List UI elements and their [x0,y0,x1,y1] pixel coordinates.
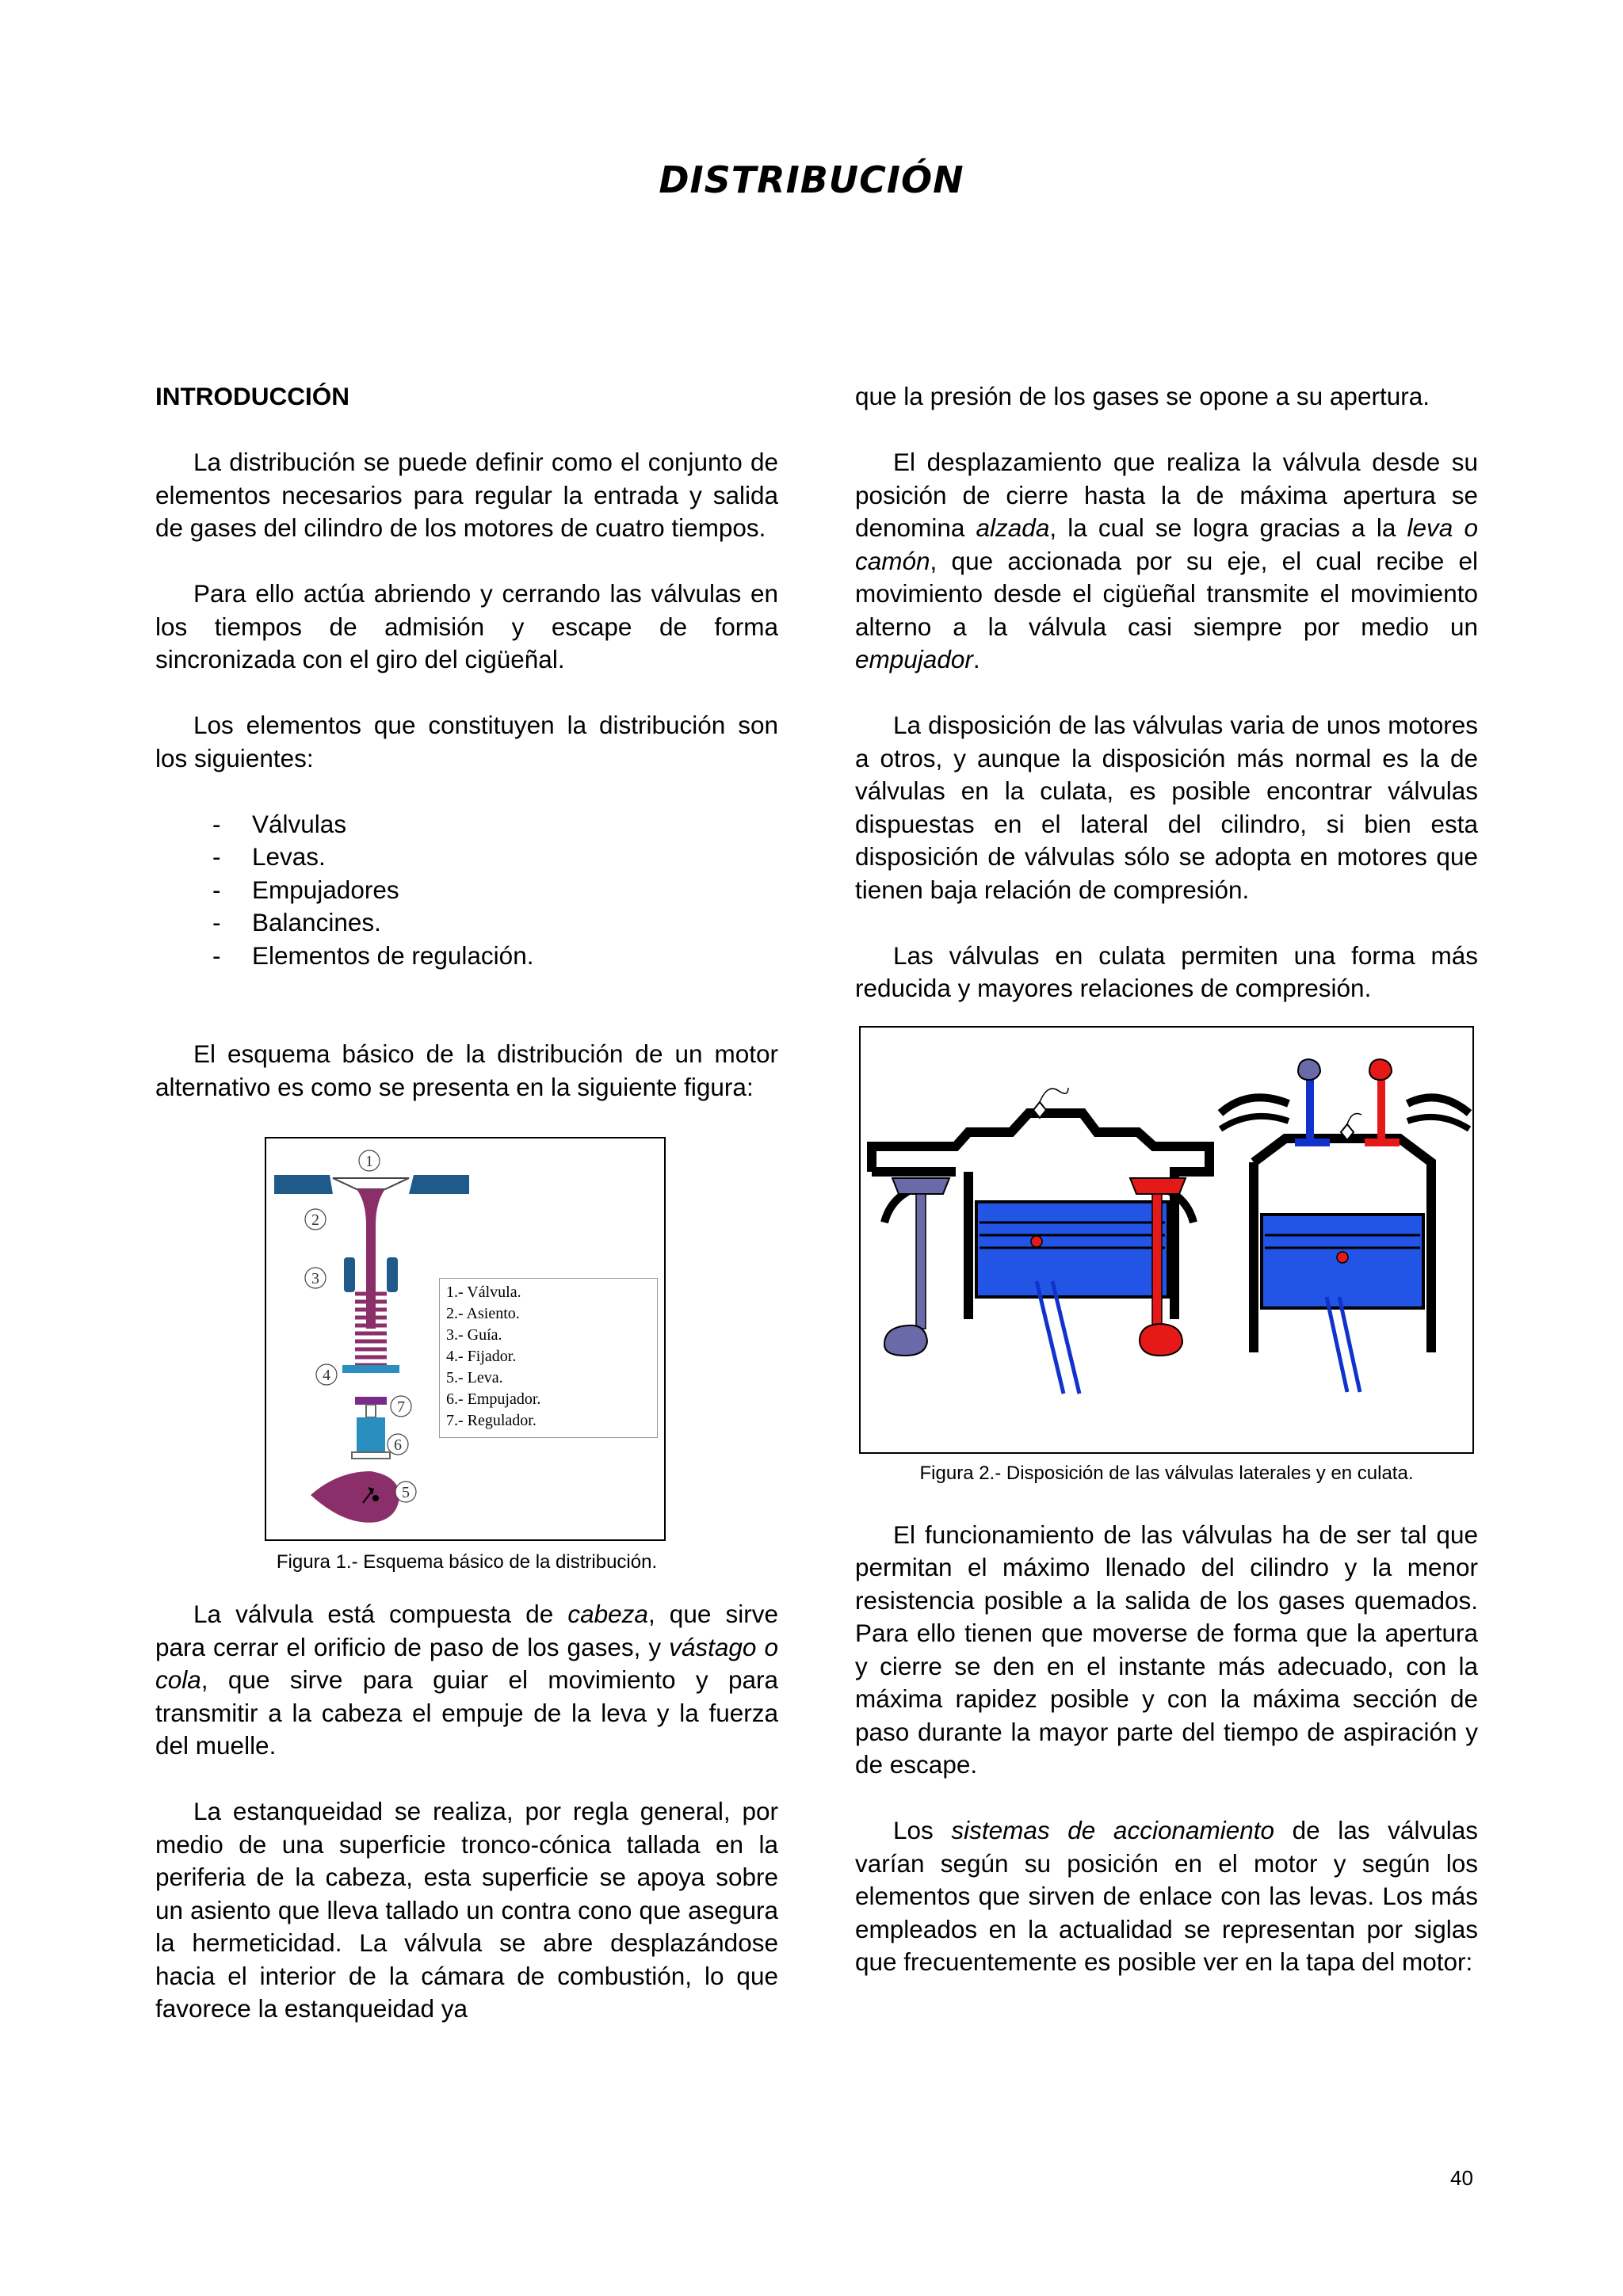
figure-1-legend [439,1278,658,1438]
operation-paragraph: El funcionamiento de las válvulas ha de ser tal que permitan el máximo llenado del cilindro y la menor resistencia posible a la salida de los gases quemados. Para ello tienen que moverse de forma que la apertura y cierre se den en el instante más adecuado, con la máxima rapidez posible y con la máxima sección de paso durante la mayor parte del tiempo de aspiración y de escape. [855,1520,1478,1779]
emphasis: empujador [855,645,973,673]
spark-plug-wire [1040,1088,1068,1102]
lift-paragraph [855,446,1478,677]
list-item: - Elementos de regulación. [212,940,778,973]
ohv-connecting-rod [1327,1297,1360,1392]
text-span: , que sirve para cerrar el orificio de paso de los gases, y [155,1600,778,1661]
page-title: DISTRIBUCIÓN [659,158,964,201]
continued-paragraph: que la presión de los gases se opone a su apertura. [855,382,1430,410]
ohv-spark-plug-wire [1347,1113,1361,1124]
text-span: . [972,645,980,673]
list-item: - Levas. [212,841,778,874]
callout-6: 6 [394,1436,402,1454]
legend-item: 2.- Asiento. [446,1305,520,1322]
seat-right [409,1175,469,1194]
pusher-base [352,1452,390,1459]
callout-1: 1 [365,1153,373,1170]
cam [311,1471,399,1523]
fixer [342,1365,399,1373]
emphasis: vástago o cola [155,1632,778,1694]
valve-arrangement-diagram [861,1028,1472,1452]
side-exhaust-valve-stem [1152,1194,1162,1329]
right-column [855,380,1478,2012]
side-exhaust-cam [1140,1324,1182,1356]
figure-1-caption: Figura 1.- Esquema básico de la distribución. [276,1551,658,1573]
intro-paragraph-2: Para ello actúa abriendo y cerrando las válvulas en los tiempos de admisión y escape de forma sincronizada con el giro del cigüeñal. [155,579,778,673]
head-valves-paragraph: Las válvulas en culata permiten una forma más reducida y mayores relaciones de compresión. [855,940,1478,1002]
emphasis: sistemas de accionamiento [951,1816,1275,1844]
legend-item: 1.- Válvula. [446,1283,521,1301]
callout-4: 4 [323,1367,330,1384]
text-span: , que accionada por su eje, el cual recibe el movimiento desde el cigüeñal transmite el movimiento alterno a la válvula casi siempre por medio un [855,546,1478,641]
side-intake-cam [884,1325,927,1355]
cam-shaft [372,1495,379,1501]
callout-5: 5 [402,1484,410,1501]
callout-7: 7 [397,1398,405,1416]
side-intake-valve-stem [916,1194,926,1329]
figure-1 [155,1137,778,1574]
ohv-intake-port [1220,1097,1289,1113]
arrangement-paragraph: La disposición de las válvulas varia de unos motores a otros, y aunque la disposición más normal es la de válvulas en la culata, es posible encontrar válvulas dispuestas en el lateral del cilindro, si bien esta disposición de válvulas sólo se adopta en motores que tienen baja relación de compresión. [855,711,1478,904]
side-intake-valve-head [892,1178,949,1194]
ohv-exhaust-cam [1369,1059,1392,1080]
ohv-intake-port-lower [1220,1116,1289,1128]
legend-item: 6.- Empujador. [446,1390,541,1408]
piston-pin [1031,1236,1042,1247]
ohv-exhaust-port-lower [1407,1116,1469,1128]
side-exhaust-valve-head [1130,1178,1186,1194]
side-piston [976,1202,1168,1297]
figure-1-frame [265,1137,666,1541]
ohv-intake-valve-stem [1306,1075,1314,1142]
pusher [357,1417,385,1452]
emphasis: leva o camón [855,513,1478,575]
callout-3: 3 [311,1270,319,1287]
legend-item: 7.- Regulador. [446,1412,537,1429]
callout-2: 2 [311,1211,319,1229]
regulator [355,1397,387,1405]
guide-right [387,1257,398,1292]
legend-item: 3.- Guía. [446,1326,502,1344]
legend-item: 5.- Leva. [446,1369,503,1386]
section-heading: INTRODUCCIÓN [155,382,349,410]
guide-left [344,1257,355,1292]
valve-head-face [333,1178,409,1189]
text-span: , la cual se logra gracias a la [1049,513,1407,542]
legend-item: 4.- Fijador. [446,1348,517,1365]
text-span: , que sirve para guiar el movimiento y para transmitir a la cabeza el empuje de la leva y la fuerza del muelle. [155,1665,778,1760]
sealing-paragraph: La estanqueidad se realiza, por regla general, por medio de una superficie tronco-cónica tallada en la periferia de la cabeza, esta superficie se apoya sobre un asiento que lleva tallado un contra cono que asegura la hermeticidad. La válvula se abre desplazándose hacia el interior de la cámara de combustión, lo que favorece la estanqueidad ya [155,1797,778,2023]
text-span: El desplazamiento que realiza la válvula desde su posición de cierre hasta la de máxima apertura se denomina [855,448,1478,542]
figure-2 [855,1026,1478,1486]
page-number: 40 [1450,2166,1473,2190]
list-item: - Balancines. [212,906,778,940]
figure-2-frame [859,1026,1474,1454]
emphasis: cabeza [567,1600,648,1628]
ohv-exhaust-port [1407,1097,1469,1113]
ohv-exhaust-valve-stem [1377,1075,1385,1142]
seat-left [274,1175,333,1194]
ohv-intake-cam [1298,1059,1320,1080]
list-item: - Empujadores [212,874,778,907]
intro-paragraph-1: La distribución se puede definir como el conjunto de elementos necesarios para regular la entrada y salida de gases del cilindro de los motores de cuatro tiempos. [155,448,778,542]
list-item: - Válvulas [212,808,778,841]
actuation-paragraph [855,1814,1478,1979]
ohv-piston-pin [1337,1252,1348,1263]
emphasis: alzada [976,513,1050,542]
intro-paragraph-4: El esquema básico de la distribución de un motor alternativo es como se presenta en la siguiente figura: [155,1039,778,1101]
text-span: Los [893,1816,952,1844]
left-column [155,380,778,2058]
figure-2-caption: Figura 2.- Disposición de las válvulas laterales y en culata. [919,1462,1414,1484]
text-span: La válvula está compuesta de [193,1600,568,1628]
regulator-stem [366,1405,376,1417]
intro-paragraph-3: Los elementos que constituyen la distribución son los siguientes: [155,711,778,772]
text-span: de las válvulas varían según su posición en el motor y según los elementos que sirven de enlace con las levas. Los más empleados en la actualidad se representan por siglas que frecuentemente es posible ver en la tapa del motor: [855,1816,1478,1976]
elements-list [155,808,778,973]
valve-parts-paragraph [155,1598,778,1763]
